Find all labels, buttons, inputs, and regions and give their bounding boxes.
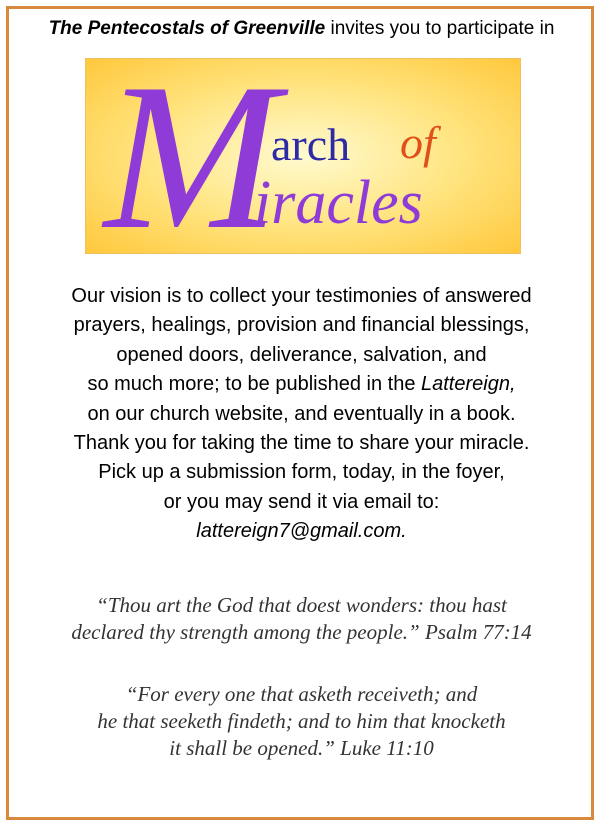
banner-word-of: of [400, 117, 436, 168]
email-text: lattereign7@gmail.com. [196, 520, 407, 543]
vision-line-6: Thank you for taking the time to share your miracle. [73, 432, 530, 455]
email-address [0, 517, 603, 546]
verse-luke-line-2: he that seeketh findeth; and to him that knocketh [97, 709, 506, 733]
march-of-miracles-banner [85, 58, 521, 254]
vision-line-1: Our vision is to collect your testimonies of answered [71, 285, 532, 307]
banner-big-m: M [104, 58, 279, 254]
vision-line-8: or you may send it via email to: [163, 490, 440, 513]
banner-word-iracles: iracles [254, 169, 423, 237]
newsletter-name: Lattereign, [421, 373, 516, 396]
verse-luke-line-3: it shall be opened.” Luke 11:10 [169, 736, 434, 760]
vision-line-4-text: so much more; to be published in the [87, 373, 421, 396]
header-invite-text: invites you to participate in [325, 18, 555, 39]
vision-line-3: opened doors, deliverance, salvation, and [116, 343, 487, 366]
verse-luke-line-1: “For every one that asketh receiveth; and [125, 682, 478, 706]
vision-line-4 [0, 370, 603, 399]
vision-line-5: on our church website, and eventually in a book. [87, 402, 516, 425]
vision-line-7: Pick up a submission form, today, in the foyer, [98, 461, 505, 484]
banner-word-arch: arch [271, 119, 351, 170]
verse-psalm-line-1: “Thou art the God that doest wonders: thou hast [96, 593, 507, 617]
vision-line-2: prayers, healings, provision and financial blessings, [73, 314, 530, 337]
verse-psalm [0, 592, 603, 646]
vision-paragraph [0, 282, 603, 547]
verse-luke [0, 681, 603, 762]
church-name: The Pentecostals of Greenville [48, 18, 326, 39]
header-line [0, 18, 603, 40]
verse-psalm-line-2: declared thy strength among the people.” Psalm 77:14 [71, 620, 532, 644]
